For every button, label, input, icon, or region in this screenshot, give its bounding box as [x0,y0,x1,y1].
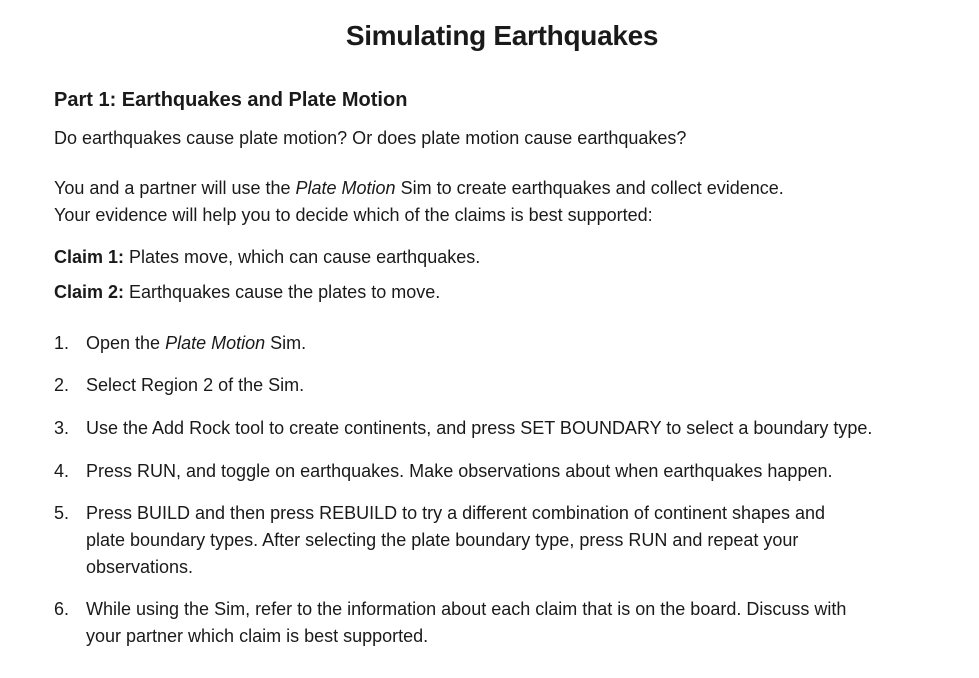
driving-question: Do earthquakes cause plate motion? Or does plate motion cause earthquakes? [54,128,687,148]
step-number: 6. [54,599,70,619]
intro-line-2: Your evidence will help you to decide which of the claims is best supported: [54,205,653,225]
step-6-line-1: While using the Sim, refer to the information about each claim that is on the board. Discuss with [86,599,847,619]
step-text: Use the Add Rock tool to create continents, and press SET BOUNDARY to select a boundary type. [86,418,873,438]
step-6-line-2: your partner which claim is best supported. [86,626,429,646]
step-5-line-1: Press BUILD and then press REBUILD to try a different combination of continent shapes and [86,503,826,523]
claim-2 [54,279,440,306]
step-1-sim-name: Plate Motion [165,333,266,353]
claim-2-label: Claim 2: [54,282,125,302]
claim-1-text: Plates move, which can cause earthquakes. [124,247,481,267]
sim-name: Plate Motion [295,178,396,198]
step-5-line-3: observations. [86,557,194,577]
step-text: Press RUN, and toggle on earthquakes. Make observations about when earthquakes happen. [86,461,833,481]
part-heading: Part 1: Earthquakes and Plate Motion [54,89,408,111]
step-1-before: Open the [86,333,166,353]
intro-text-before: You and a partner will use the [54,178,296,198]
step-number: 3. [54,418,70,438]
claim-2-text: Earthquakes cause the plates to move. [124,282,441,302]
step-5-line-2: plate boundary types. After selecting the plate boundary type, press RUN and repeat your [86,530,799,550]
step-text [86,330,946,357]
claim-1 [54,244,480,271]
step-number: 5. [54,503,70,523]
step-1-after: Sim. [265,333,307,353]
intro-line-1 [54,175,784,202]
claim-1-label: Claim 1: [54,247,125,267]
step-number: 4. [54,461,70,481]
step-text: Select Region 2 of the Sim. [86,375,305,395]
step-number: 2. [54,375,70,395]
page-title: Simulating Earthquakes [345,20,659,51]
step-number: 1. [54,333,70,353]
intro-text-after: Sim to create earthquakes and collect evidence. [395,178,784,198]
